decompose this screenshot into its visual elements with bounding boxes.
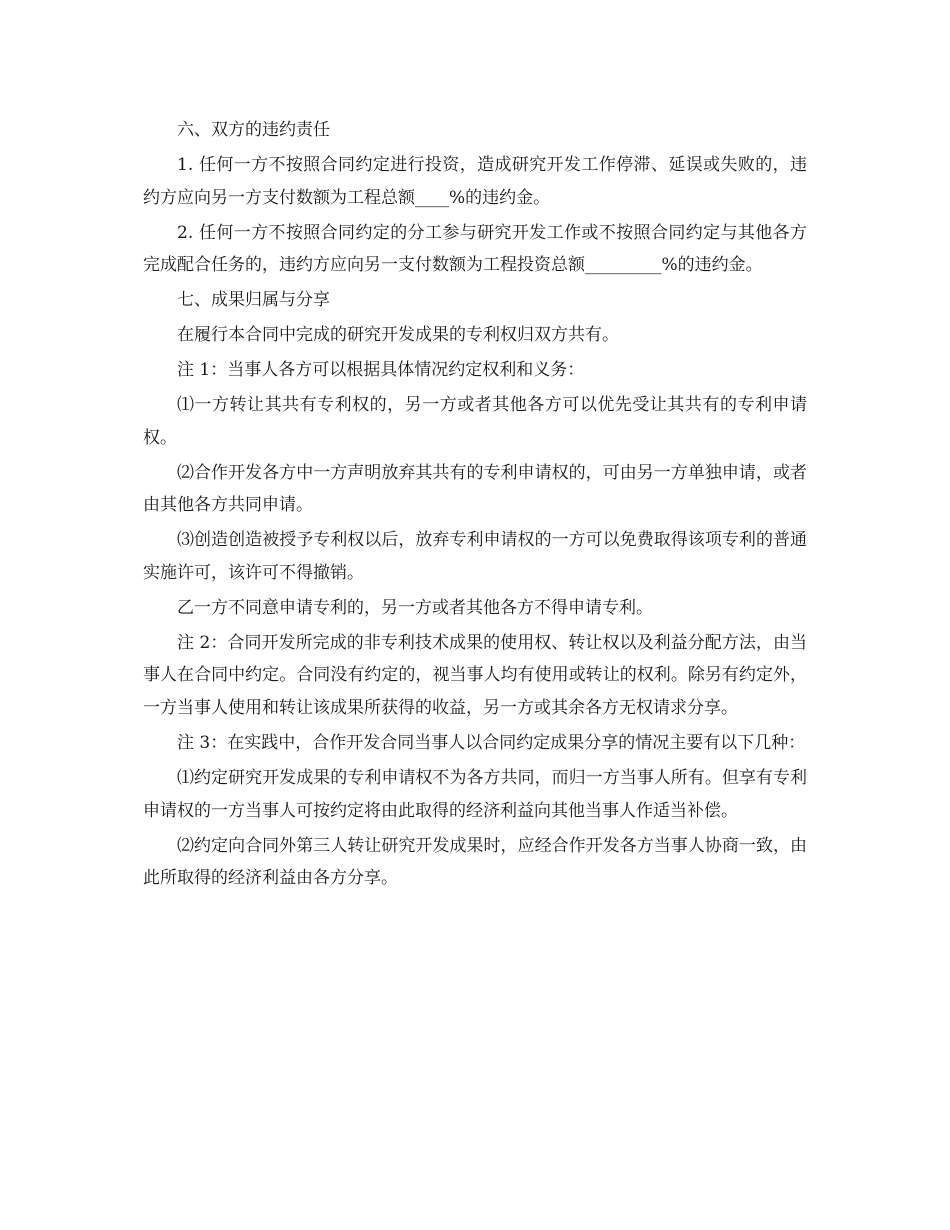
section-heading-results-ownership: 七、成果归属与分享 [177,290,330,311]
list-item-paragraph: ⑶创造创造被授予专利权以后，放弃专利申请权的一方可以免费取得该项专利的普通实施许可，该许可不得撤销。 [143,530,807,583]
list-item-paragraph: ⑵约定向合同外第三人转让研究开发成果时，应经合作开发各方当事人协商一致，由此所取得的经济利益由各方分享。 [143,835,807,889]
body-paragraph: 乙一方不同意申请专利的，另一方或者其他各方不得申请专利。 [177,597,653,618]
section-heading-breach-liability: 六、双方的违约责任 [177,120,330,140]
note-paragraph: 注 1：当事人各方可以根据具体情况约定权利和义务： [177,360,585,381]
clause-paragraph: 1. 任何一方不按照合同约定进行投资，造成研究开发工作停滞、延误或失败的，违约方应向另一方支付数额为工程总额____%的违约金。 [143,154,807,208]
list-item-paragraph: ⑴一方转让其共有专利权的，另一方或者其他各方可以优先受让其共有的专利申请权。 [143,395,807,448]
body-paragraph: 在履行本合同中完成的研究开发成果的专利权归双方共有。 [177,325,619,346]
note-paragraph: 注 2：合同开发所完成的非专利技术成果的使用权、转让权以及利益分配方法，由当事人在合同中约定。合同没有约定的，视当事人均有使用或转让的权利。除另有约定外，一方当事人使用和转让该成果所获得的收益，另一方或其余各方无权请求分享。 [143,632,807,718]
note-paragraph: 注 3：在实践中，合作开发合同当事人以合同约定成果分享的情况主要有以下几种： [177,732,806,753]
list-item-paragraph: ⑴约定研究开发成果的专利申请权不为各方共同，而归一方当事人所有。但享有专利申请权的一方当事人可按约定将由此取得的经济利益向其他当事人作适当补偿。 [143,767,807,821]
document-body [143,114,807,897]
clause-paragraph: 2. 任何一方不按照合同约定的分工参与研究开发工作或不按照合同约定与其他各方完成配合任务的，违约方应向另一支付数额为工程投资总额_________%的违约金。 [143,222,807,276]
list-item-paragraph: ⑵合作开发各方中一方声明放弃其共有的专利申请权的，可由另一方单独申请，或者由其他各方共同申请。 [143,462,807,516]
